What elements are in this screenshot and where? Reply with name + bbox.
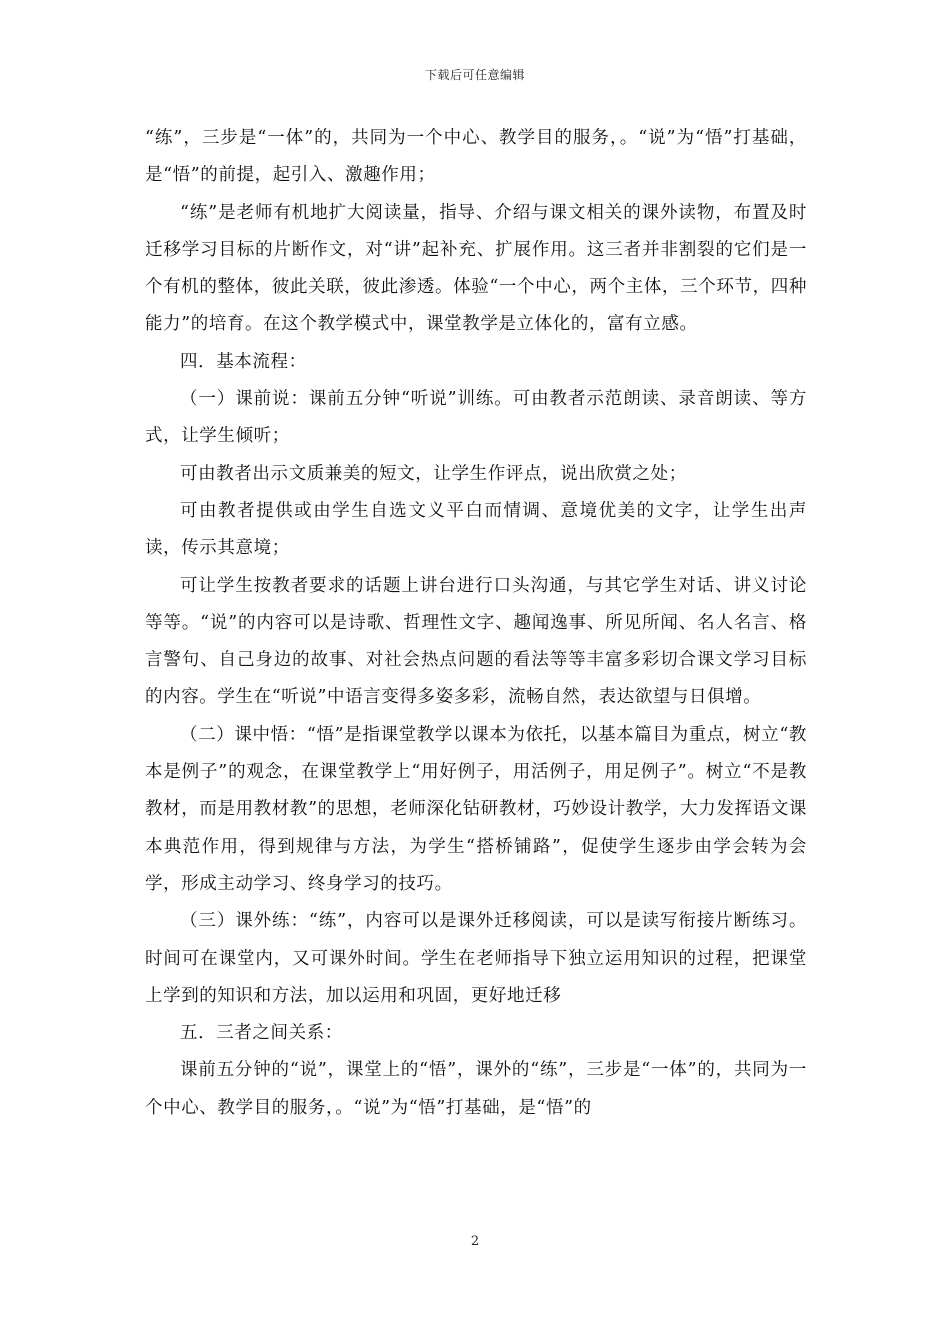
paragraph-continuation: “练”，三步是“一体”的，共同为一个中心、教学目的服务，。“说”为“悟”打基础，是“悟”的前提，起引入、激趣作用；	[145, 128, 807, 186]
paragraph-oral-communication: 可让学生按教者要求的话题上讲台进行口头沟通，与其它学生对话、讲义讨论等等。“说”的内容可以是诗歌、哲理性文字、趣闻逸事、所见所闻、名人名言、格言警句、自己身边的故事、对社会热点问题的看法等等丰富多彩切合课文学习目标的内容。学生在“听说”中语言变得多姿多彩，流畅自然，表达欲望与日俱增。	[145, 575, 807, 708]
paragraph-pre-class-speaking: （一）课前说：课前五分钟“听说”训练。可由教者示范朗读、录音朗读、等方式，让学生倾听；	[145, 389, 807, 447]
section-heading-basic-process: 四．基本流程：	[180, 351, 307, 372]
paragraph-short-essay: 可由教者出示文质兼美的短文，让学生作评点，说出欣赏之处；	[180, 463, 687, 484]
paragraph-lian-description: “练”是老师有机地扩大阅读量，指导、介绍与课文相关的课外读物，布置及时迁移学习目标的片断作文，对“讲”起补充、扩展作用。这三者并非割裂的它们是一个有机的整体，彼此关联，彼此渗透。体验“一个中心，两个主体，三个环节，四种能力”的培育。在这个教学模式中，课堂教学是立体化的，富有立感。	[145, 202, 807, 335]
page-number: 2	[470, 1234, 480, 1249]
paragraph-after-class-practice: （三）课外练：“练”，内容可以是课外迁移阅读，可以是读写衔接片断练习。时间可在课堂内，又可课外时间。学生在老师指导下独立运用知识的过程，把课堂上学到的知识和方法，加以运用和巩固，更好地迁移	[145, 911, 807, 1006]
paragraph-in-class-understanding: （二）课中悟：“悟”是指课堂教学以课本为依托，以基本篇目为重点，树立“教本是例子”的观念，在课堂教学上“用好例子，用活例子，用足例子”。树立“不是教教材，而是用教材教”的思想，老师深化钻研教材，巧妙设计教学，大力发挥语文课本典范作用，得到规律与方法，为学生“搭桥铺路”，促使学生逐步由学会转为会学，形成主动学习、终身学习的技巧。	[145, 724, 807, 894]
paragraph-relationship-summary: 课前五分钟的“说”，课堂上的“悟”，课外的“练”，三步是“一体”的，共同为一个中心、教学目的服务，。“说”为“悟”打基础，是“悟”的	[145, 1060, 807, 1118]
paragraph-read-aloud: 可由教者提供或由学生自选文义平白而情调、意境优美的文字，让学生出声读，传示其意境；	[145, 500, 807, 559]
page-header: 下载后可任意编辑	[424, 68, 525, 82]
document-body	[145, 120, 807, 1127]
section-heading-relationship: 五．三者之间关系：	[180, 1023, 343, 1044]
